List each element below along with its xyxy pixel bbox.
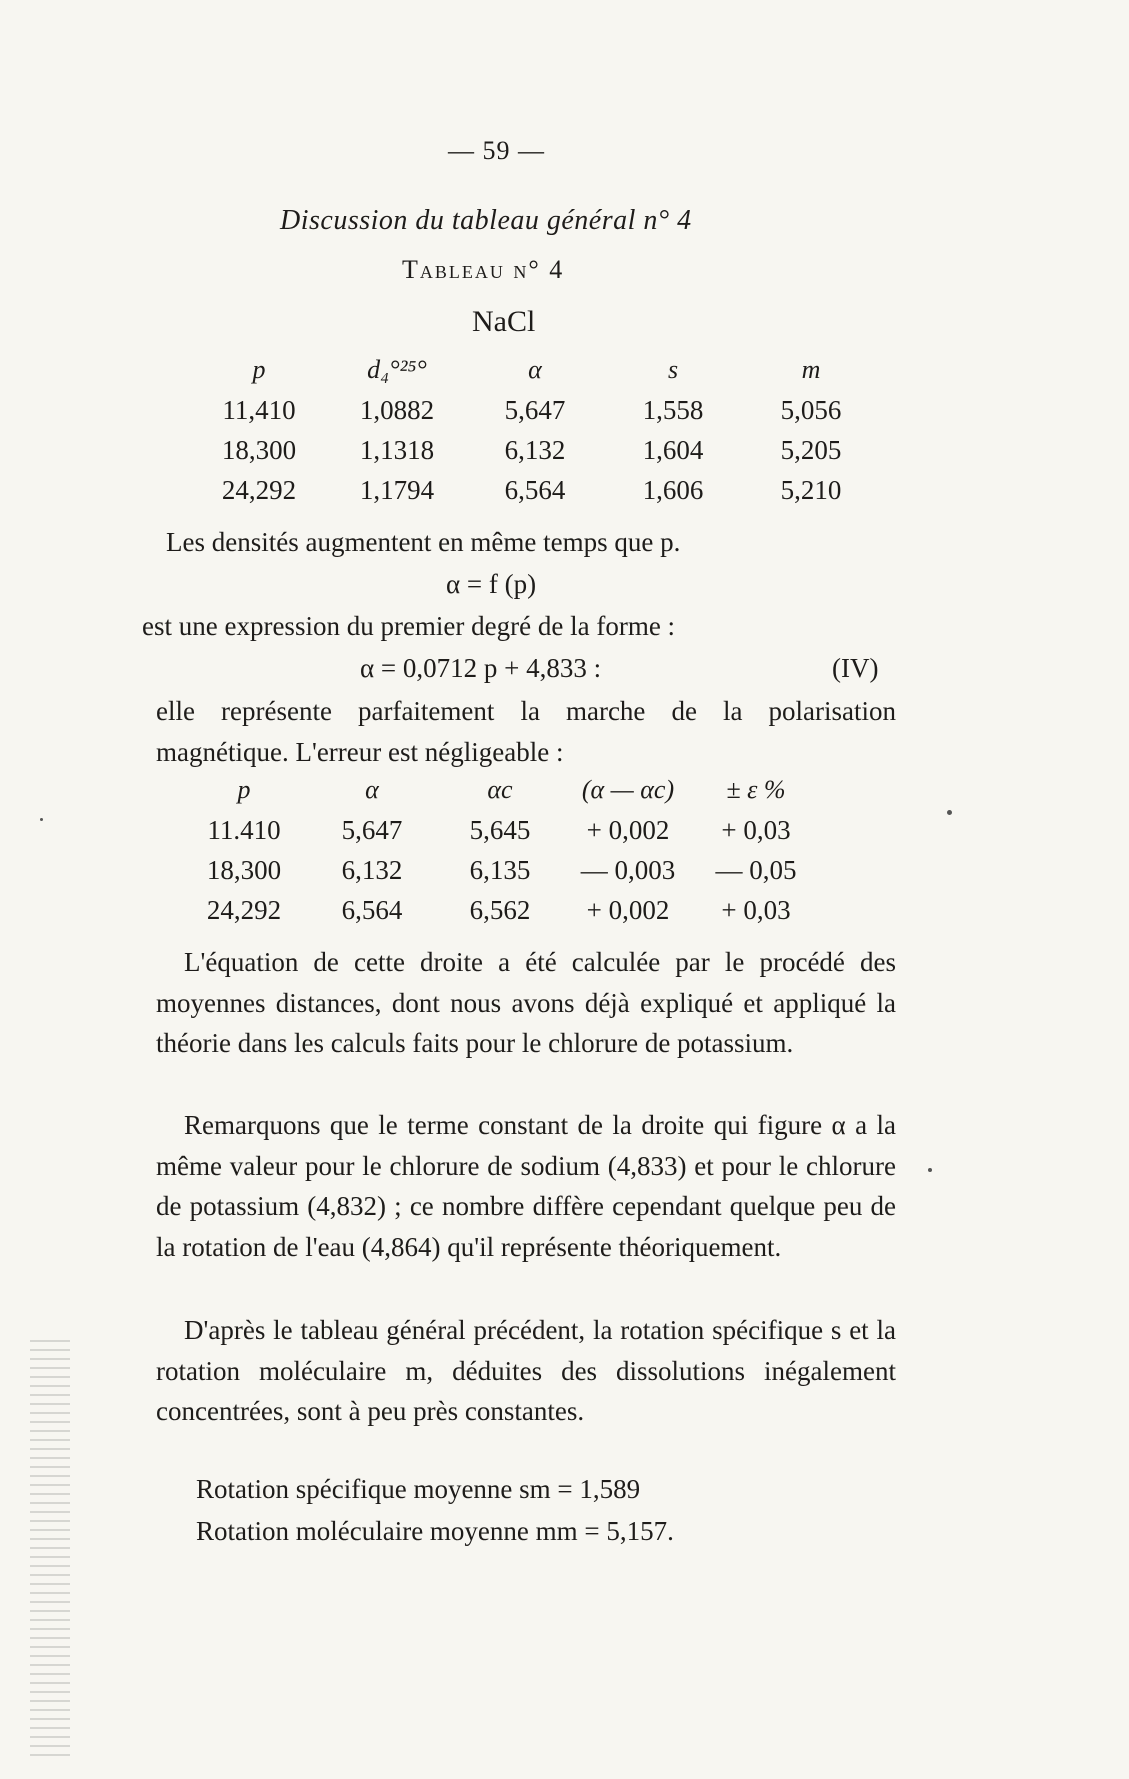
header-cell: α: [528, 355, 542, 384]
scan-speck: [947, 810, 952, 815]
equation-number: (IV): [832, 653, 879, 683]
header-cell: p: [252, 355, 266, 384]
table-cell: 5,205: [780, 434, 842, 465]
header-cell: d₄°²⁵°: [367, 355, 427, 384]
table-cell: 6,564: [341, 894, 403, 925]
table-title: Tableau n° 4: [402, 255, 565, 284]
table-cell: 1,0882: [359, 394, 435, 425]
header-cell: ± ε %: [726, 775, 786, 804]
paragraph-represente: elle représente parfaitement la marche de la polarisation magnétique. L'erreur est négligeable :: [156, 696, 896, 767]
equation-linear: α = 0,0712 p + 4,833 :: [360, 653, 602, 683]
table-cell: 24,292: [206, 894, 282, 925]
header-cell: m: [801, 355, 821, 384]
table-cell: + 0,03: [721, 894, 791, 925]
table-cell: 11.410: [207, 814, 281, 845]
data-table-2: [180, 770, 820, 930]
table-cell: 1,1794: [359, 474, 435, 505]
scan-edge-marks: [30, 1340, 70, 1760]
table-cell: 1,604: [642, 434, 704, 465]
scan-speck: [928, 1168, 932, 1172]
table-cell: 1,558: [642, 394, 704, 425]
table-header-row: [180, 770, 820, 810]
equation-alpha-function: α = f (p): [446, 569, 537, 599]
expression-sentence: est une expression du premier degré de la forme :: [142, 611, 676, 641]
table-cell: + 0,002: [586, 894, 670, 925]
header-cell: p: [237, 775, 251, 804]
table-cell: 5,647: [504, 394, 566, 425]
table-cell: 6,564: [504, 474, 566, 505]
table-cell: 5,210: [780, 474, 842, 505]
rotation-specifique-line: Rotation spécifique moyenne sm = 1,589: [196, 1474, 641, 1504]
paragraph-remarquons: Remarquons que le terme constant de la droite qui figure α a la même valeur pour le chlorure de sodium (4,833) et pour le chlorure de potassium (4,832) ; ce nombre diffère cependant quelque peu de la rotation de l'eau (4,864) qu'il représente théoriquement.: [156, 1110, 896, 1262]
table-row: [190, 470, 880, 510]
header-cell: s: [667, 355, 679, 384]
table-cell: — 0,05: [715, 854, 797, 885]
table-cell: 18,300: [221, 434, 297, 465]
header-cell: α: [365, 775, 379, 804]
table-cell: 6,132: [341, 854, 403, 885]
table-cell: 18,300: [206, 854, 282, 885]
compound-label: NaCl: [472, 305, 536, 338]
table-cell: 11,410: [222, 394, 296, 425]
header-cell: αc: [487, 775, 513, 804]
table-cell: 1,1318: [359, 434, 435, 465]
densities-sentence: Les densités augmentent en même temps que p.: [166, 527, 681, 557]
table-cell: 5,056: [780, 394, 842, 425]
table-row: [180, 850, 820, 890]
table-cell: 5,645: [469, 814, 531, 845]
table-cell: + 0,002: [586, 814, 670, 845]
paragraph-dapres: D'après le tableau général précédent, la rotation spécifique s et la rotation moléculaire m, déduites des dissolutions inégalement concentrées, sont à peu près constantes.: [156, 1315, 896, 1426]
table-row: [190, 430, 880, 470]
paragraph-equation: L'équation de cette droite a été calculée par le procédé des moyennes distances, dont nous avons déjà expliqué et appliqué la théorie dans les calculs faits pour le chlorure de potassium.: [156, 947, 896, 1058]
table-row: [190, 390, 880, 430]
table-cell: + 0,03: [721, 814, 791, 845]
section-heading: Discussion du tableau général n° 4: [280, 205, 692, 236]
table-header-row: [190, 350, 880, 390]
table-cell: 24,292: [221, 474, 297, 505]
table-row: [180, 890, 820, 930]
table-cell: 5,647: [341, 814, 403, 845]
table-cell: 6,132: [504, 434, 566, 465]
header-cell: (α — αc): [581, 775, 675, 804]
rotation-moleculaire-line: Rotation moléculaire moyenne mm = 5,157.: [196, 1516, 674, 1546]
table-cell: 1,606: [642, 474, 704, 505]
table-row: [180, 810, 820, 850]
data-table-1: [190, 350, 880, 510]
scan-speck: [40, 818, 43, 821]
table-cell: 6,135: [469, 854, 531, 885]
table-cell: — 0,003: [580, 854, 676, 885]
page-number: — 59 —: [448, 136, 545, 165]
table-cell: 6,562: [469, 894, 531, 925]
